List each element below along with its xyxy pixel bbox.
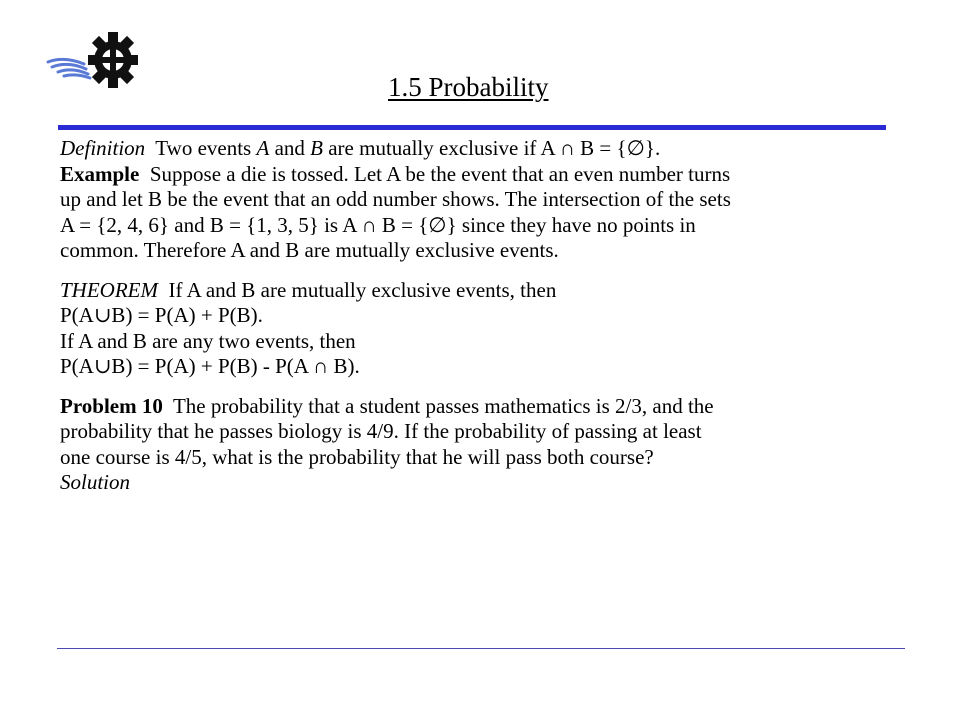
slide-content xyxy=(60,136,900,496)
definition-event-b: B xyxy=(310,136,323,160)
problem-text-1: The probability that a student passes mathematics is 2/3, and the xyxy=(172,393,714,418)
theorem-label: THEOREM xyxy=(60,277,158,302)
problem-line-2: probability that he passes biology is 4/9. If the probability of passing at least xyxy=(60,419,702,443)
theorem-line-2: P(A∪B) = P(A) + P(B). xyxy=(60,303,263,327)
example-line-2: up and let B be the event that an odd number shows. The intersection of the sets xyxy=(60,187,731,211)
definition-and: and xyxy=(274,136,305,160)
theorem-text-1: If A and B are mutually exclusive events, then xyxy=(168,277,557,302)
example-label: Example xyxy=(60,161,140,186)
problem-line-1 xyxy=(60,394,900,420)
title-divider xyxy=(58,125,886,130)
problem-paragraph xyxy=(60,394,900,496)
footer-divider xyxy=(57,648,905,649)
problem-line-3: one course is 4/5, what is the probability that he will pass both course? xyxy=(60,444,654,469)
example-line-3: A = {2, 4, 6} and B = {1, 3, 5} is A ∩ B = {∅} since they have no points in xyxy=(60,212,696,237)
definition-paragraph xyxy=(60,136,900,264)
definition-formula: A ∩ B = {∅}. xyxy=(540,136,661,160)
definition-text-before: Two events xyxy=(155,136,252,160)
theorem-line-4: P(A∪B) = P(A) + P(B) - P(A ∩ B). xyxy=(60,354,360,378)
theorem-paragraph xyxy=(60,278,900,380)
example-line-1 xyxy=(60,162,900,188)
definition-event-a: A xyxy=(256,136,270,160)
definition-label: Definition xyxy=(60,136,146,160)
theorem-line-3: If A and B are any two events, then xyxy=(60,328,356,353)
definition-line xyxy=(60,136,900,162)
solution-label: Solution xyxy=(60,470,131,494)
example-text-1: Suppose a die is tossed. Let A be the event that an even number turns xyxy=(149,161,731,186)
page-title: 1.5 Probability xyxy=(388,72,549,102)
example-line-4: common. Therefore A and B are mutually exclusive events. xyxy=(60,238,559,262)
definition-text-after: are mutually exclusive if xyxy=(328,136,537,160)
problem-label: Problem 10 xyxy=(60,393,163,418)
gear-logo-icon xyxy=(44,28,144,92)
theorem-line-1 xyxy=(60,278,900,304)
